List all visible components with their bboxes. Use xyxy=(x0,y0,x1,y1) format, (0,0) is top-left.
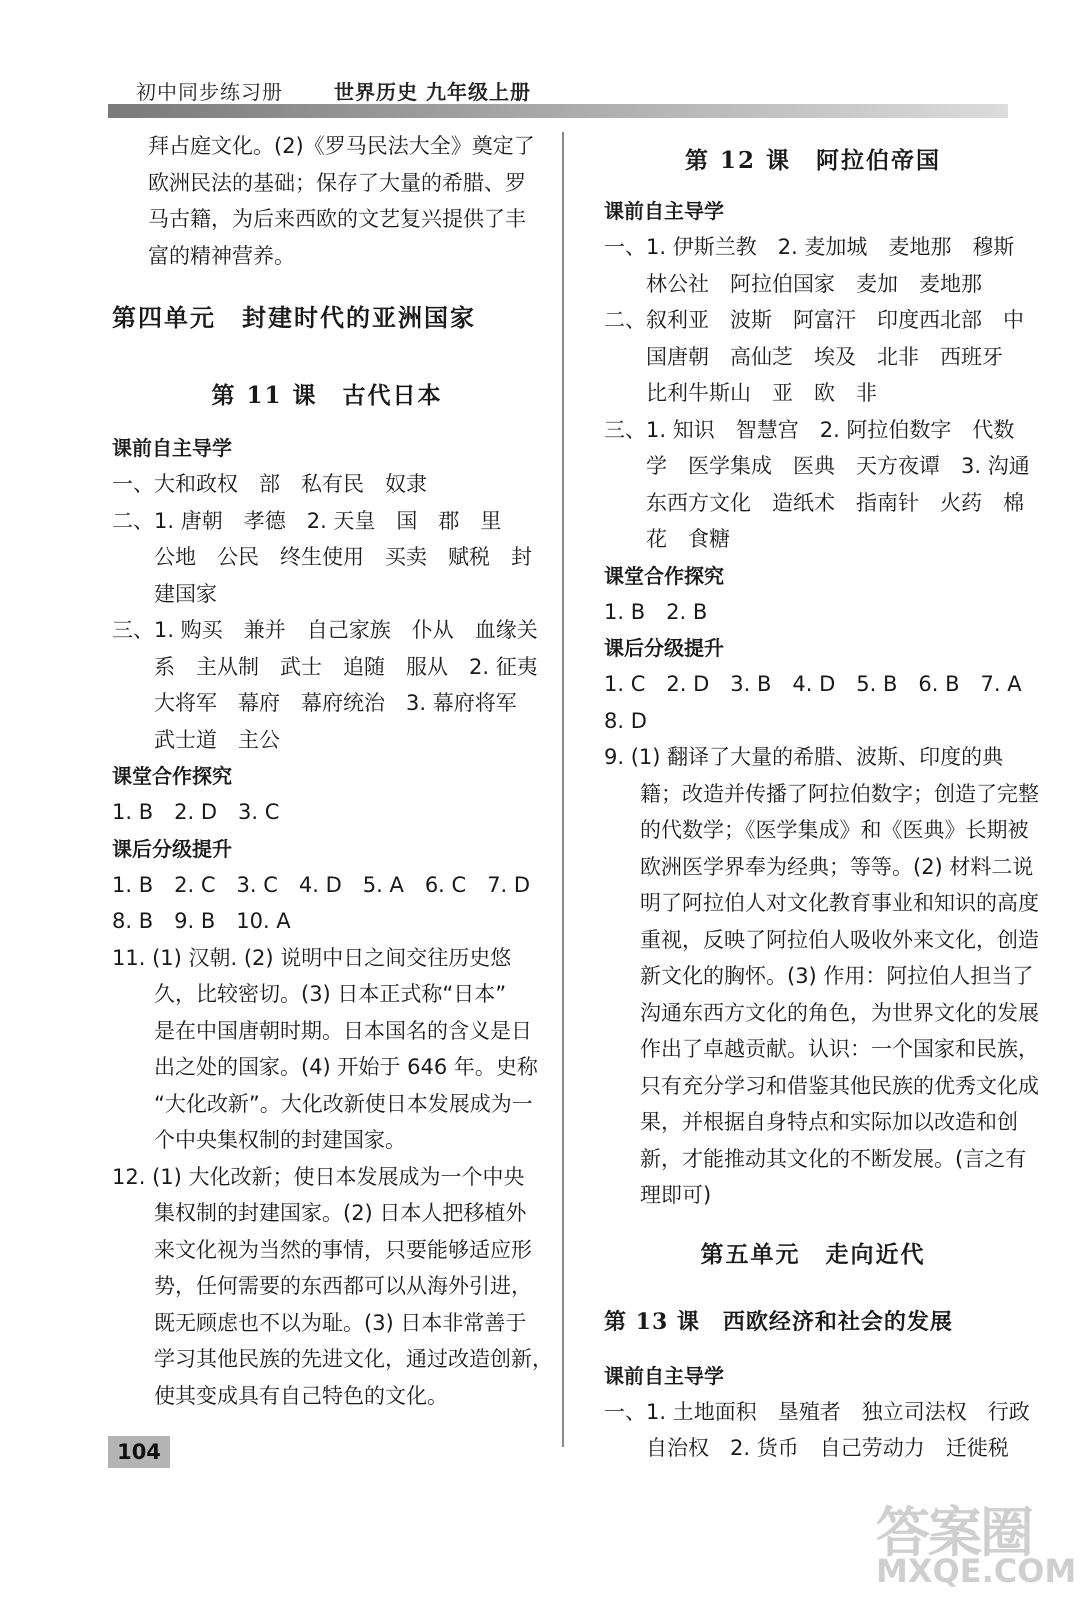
text-line: 重视，反映了阿拉伯人吸收外来文化，创造 xyxy=(640,927,1039,952)
text-line: 新，才能推动其文化的不断发展。(言之有 xyxy=(640,1146,1027,1171)
text-line: 只有充分学习和借鉴其他民族的优秀文化成 xyxy=(640,1073,1039,1098)
column-divider xyxy=(562,132,564,1447)
text-line: 12. (1) 大化改新；使日本发展成为一个中央 xyxy=(112,1164,525,1189)
unit-title: 第五单元 走向近代 xyxy=(700,1240,926,1268)
answer-line: 1. B 2. B xyxy=(604,599,708,624)
book-title: 初中同步练习册 xyxy=(136,80,283,104)
text-line: 的代数学；《医学集成》和《医典》长期被 xyxy=(640,818,1029,842)
text-line: 学 医学集成 医典 天方夜谭 3. 沟通 xyxy=(646,454,1030,478)
section-title: 课前自主导学 xyxy=(604,1363,724,1388)
page-header xyxy=(108,76,1008,124)
text-line: 花 食糖 xyxy=(646,527,730,551)
unit-title: 第四单元 封建时代的亚洲国家 xyxy=(112,303,476,332)
section-title: 课堂合作探究 xyxy=(604,563,724,588)
answer-line: 1. C 2. D 3. B 4. D 5. B 6. B 7. A xyxy=(604,672,1022,696)
lesson-title: 第 13 课 西欧经济和社会的发展 xyxy=(604,1308,953,1335)
answer-line: 8. B 9. B 10. A xyxy=(112,909,291,933)
header-bar xyxy=(108,104,1008,118)
text-line: 籍；改造并传播了阿拉伯数字；创造了完整 xyxy=(640,781,1039,806)
text-line: 势，任何需要的东西都可以从海外引进， xyxy=(154,1274,532,1298)
section-title: 课前自主导学 xyxy=(112,436,232,460)
text-line: 集权制的封建国家。(2) 日本人把移植外 xyxy=(154,1201,527,1225)
text-line: 二、叙利亚 波斯 阿富汗 印度西北部 中 xyxy=(604,308,1024,332)
text-line: 比利牛斯山 亚 欧 非 xyxy=(646,381,877,405)
text-line: 久，比较密切。(3) 日本正式称“日本” xyxy=(154,982,507,1006)
text-line: 系 主从制 武士 追随 服从 2. 征夷 xyxy=(154,654,538,679)
text-line: 国唐朝 高仙芝 埃及 北非 西班牙 xyxy=(646,344,1003,369)
text-line: 新文化的胸怀。(3) 作用：阿拉伯人担当了 xyxy=(640,964,1034,988)
section-title: 课后分级提升 xyxy=(604,636,724,660)
section-title: 课前自主导学 xyxy=(604,199,724,223)
text-line: 学习其他民族的先进文化，通过改造创新， xyxy=(154,1347,553,1371)
text-line: 来文化视为当然的事情，只要能够适应形 xyxy=(154,1237,532,1262)
text-line: 林公社 阿拉伯国家 麦加 麦地那 xyxy=(646,271,982,296)
section-title: 课堂合作探究 xyxy=(112,764,232,788)
lesson-title: 第 12 课 阿拉伯帝国 xyxy=(684,147,942,174)
answer-line: 1. B 2. C 3. C 4. D 5. A 6. C 7. D xyxy=(112,872,531,897)
text-line: 既无顾虑也不以为耻。(3) 日本非常善于 xyxy=(154,1310,527,1335)
text-line: 富的精神营养。 xyxy=(148,243,295,268)
watermark-logo xyxy=(876,1490,1077,1594)
left-column xyxy=(112,128,553,1414)
answer-line: 1. B 2. D 3. C xyxy=(112,800,280,824)
text-line: 公地 公民 终生使用 买卖 赋税 封 xyxy=(154,545,532,569)
text-line: 欧洲医学界奉为经典；等等。(2) 材料二说 xyxy=(640,854,1034,879)
text-line: 一、大和政权 部 私有民 奴隶 xyxy=(112,472,427,496)
text-line: 一、1. 伊斯兰教 2. 麦加城 麦地那 穆斯 xyxy=(604,235,1015,259)
text-line: 作出了卓越贡献。认识：一个国家和民族， xyxy=(640,1037,1039,1061)
text-line: 二、1. 唐朝 孝德 2. 天皇 国 郡 里 xyxy=(112,508,502,533)
text-line: 武士道 主公 xyxy=(154,727,280,752)
text-line: 使其变成具有自己特色的文化。 xyxy=(154,1383,448,1408)
text-line: 马古籍，为后来西欧的文艺复兴提供了丰 xyxy=(148,207,526,231)
text-line: 三、1. 购买 兼并 自己家族 仆从 血缘关 xyxy=(112,618,538,642)
watermark-text: 答案圈 xyxy=(876,1501,1032,1564)
text-line: 出之处的国家。(4) 开始于 646 年。史称 xyxy=(154,1055,538,1079)
lesson-title: 第 11 课 古代日本 xyxy=(211,382,443,409)
text-line: 个中央集权制的封建国家。 xyxy=(154,1128,406,1152)
text-line: 自治权 2. 货币 自己劳动力 迁徙税 xyxy=(646,1436,1009,1460)
text-line: 理即可) xyxy=(640,1183,712,1207)
text-line: 欧洲民法的基础；保存了大量的希腊、罗 xyxy=(148,170,526,195)
text-line: 沟通东西方文化的角色，为世界文化的发展 xyxy=(640,1000,1039,1025)
right-column xyxy=(604,128,1039,1467)
book-subtitle: 世界历史 九年级上册 xyxy=(334,80,531,104)
answer-line: 8. D xyxy=(604,708,647,733)
text-line: 果，并根据自身特点和实际加以改造和创 xyxy=(640,1110,1018,1134)
text-line: 是在中国唐朝时期。日本国名的含义是日 xyxy=(154,1018,532,1043)
text-line: “大化改新”。大化改新使日本发展成为一 xyxy=(154,1091,533,1116)
text-line: 明了阿拉伯人对文化教育事业和知识的高度 xyxy=(640,891,1039,915)
section-title: 课后分级提升 xyxy=(112,836,232,861)
text-line: 建国家 xyxy=(154,581,217,606)
text-line: 东西方文化 造纸术 指南针 火药 棉 xyxy=(646,490,1024,515)
text-line: 一、1. 土地面积 垦殖者 独立司法权 行政 xyxy=(604,1399,1030,1424)
page-number: 104 xyxy=(108,1436,170,1468)
watermark-url: MXQE.COM xyxy=(876,1552,1077,1590)
text-line: 9. (1) 翻译了大量的希腊、波斯、印度的典 xyxy=(604,745,1004,769)
text-line: 拜占庭文化。(2)《罗马民法大全》奠定了 xyxy=(148,134,535,158)
text-line: 大将军 幕府 幕府统治 3. 幕府将军 xyxy=(154,691,517,715)
text-line: 三、1. 知识 智慧宫 2. 阿拉伯数字 代数 xyxy=(604,417,1015,442)
text-line: 11. (1) 汉朝. (2) 说明中日之间交往历史悠 xyxy=(112,945,512,970)
